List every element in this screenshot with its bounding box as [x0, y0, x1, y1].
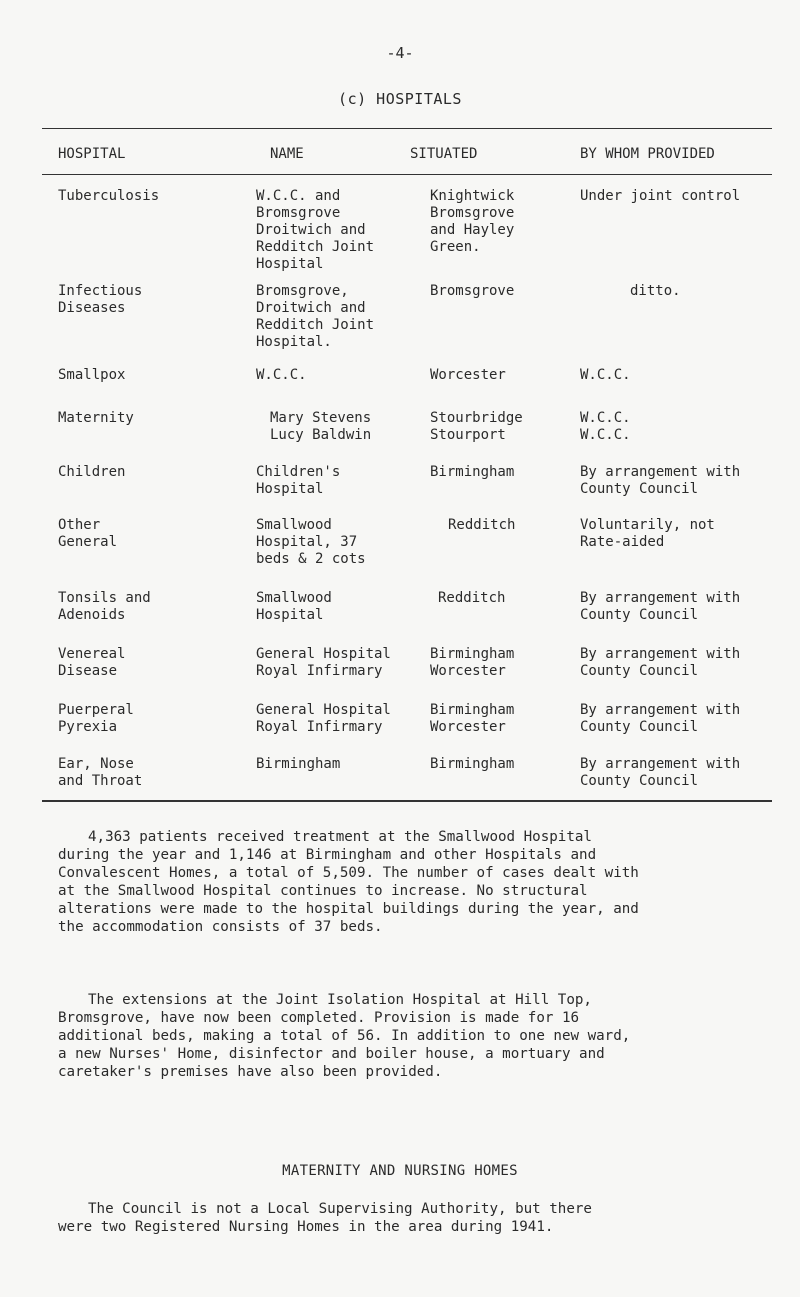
- hospital-cell: Children: [58, 464, 126, 480]
- situated-cell: Knightwick Bromsgrove and Hayley Green.: [430, 188, 515, 255]
- situated-cell: Redditch: [438, 590, 506, 606]
- section-title: (c) HOSPITALS: [338, 90, 462, 108]
- table-top-rule: [42, 128, 772, 129]
- page-number: -4-: [386, 44, 414, 62]
- name-cell: W.C.C.: [256, 367, 307, 383]
- paragraph-isolation-hospital: The extensions at the Joint Isolation Hospital at Hill Top, Bromsgrove, have now been completed. Provision is made for 16 additional beds, making a total of 56. In addition to one new ward, a new Nurses' Home, disinfector and boiler house, a mortuary and caretaker's premises have also been provided.: [58, 992, 631, 1080]
- provided-by-cell: W.C.C.: [580, 367, 631, 383]
- hospital-cell: Puerperal Pyrexia: [58, 702, 134, 735]
- hospital-cell: Other General: [58, 517, 118, 550]
- name-cell: Birmingham: [256, 756, 341, 772]
- situated-cell: Stourbridge Stourport: [430, 410, 523, 443]
- provided-by-cell: By arrangement with County Council: [580, 590, 741, 623]
- provided-by-cell: By arrangement with County Council: [580, 646, 741, 679]
- provided-by-cell: By arrangement with County Council: [580, 756, 741, 789]
- hospital-cell: Maternity: [58, 410, 134, 426]
- paragraph-smallwood-patients: 4,363 patients received treatment at the Smallwood Hospital during the year and 1,146 at Birmingham and other Hospitals and Convalescent Homes, a total of 5,509. The number of cases dealt with at the Smallwood Hospital continues to increase. No structural alterations were made to the hospital buildings during the year, and the accommodation consists of 37 beds.: [58, 829, 639, 935]
- table-bottom-rule: [42, 800, 772, 802]
- paragraph-nursing-homes: The Council is not a Local Supervising Authority, but there were two Registered Nursing Homes in the area during 1941.: [58, 1201, 592, 1235]
- provided-by-cell: W.C.C. W.C.C.: [580, 410, 631, 443]
- hospital-cell: Tonsils and Adenoids: [58, 590, 151, 623]
- name-cell: Smallwood Hospital: [256, 590, 332, 623]
- column-header-situated: SITUATED: [410, 146, 478, 162]
- provided-by-cell: By arrangement with County Council: [580, 464, 741, 497]
- situated-cell: Birmingham: [430, 464, 515, 480]
- name-cell: Smallwood Hospital, 37 beds & 2 cots: [256, 517, 366, 567]
- provided-by-cell: ditto.: [630, 283, 681, 299]
- provided-by-cell: By arrangement with County Council: [580, 702, 741, 735]
- name-cell: General Hospital Royal Infirmary: [256, 646, 391, 679]
- column-header-name: NAME: [270, 146, 304, 162]
- situated-cell: Birmingham Worcester: [430, 646, 515, 679]
- name-cell: Mary Stevens Lucy Baldwin: [270, 410, 372, 443]
- hospital-cell: Smallpox: [58, 367, 126, 383]
- situated-cell: Birmingham: [430, 756, 515, 772]
- hospital-cell: Infectious Diseases: [58, 283, 143, 316]
- subheading-maternity-nursing-homes: MATERNITY AND NURSING HOMES: [282, 1163, 518, 1179]
- name-cell: General Hospital Royal Infirmary: [256, 702, 391, 735]
- name-cell: Children's Hospital: [256, 464, 341, 497]
- hospital-cell: Tuberculosis: [58, 188, 160, 204]
- provided-by-cell: Under joint control: [580, 188, 741, 204]
- column-header-by-whom-provided: BY WHOM PROVIDED: [580, 146, 715, 162]
- provided-by-cell: Voluntarily, not Rate-aided: [580, 517, 715, 550]
- name-cell: Bromsgrove, Droitwich and Redditch Joint Hospital.: [256, 283, 375, 350]
- name-cell: W.C.C. and Bromsgrove Droitwich and Redditch Joint Hospital: [256, 188, 375, 272]
- column-header-hospital: HOSPITAL: [58, 146, 126, 162]
- situated-cell: Redditch: [448, 517, 516, 533]
- situated-cell: Birmingham Worcester: [430, 702, 515, 735]
- situated-cell: Bromsgrove: [430, 283, 515, 299]
- hospital-cell: Venereal Disease: [58, 646, 126, 679]
- table-header-rule: [42, 174, 772, 175]
- situated-cell: Worcester: [430, 367, 506, 383]
- hospital-cell: Ear, Nose and Throat: [58, 756, 143, 789]
